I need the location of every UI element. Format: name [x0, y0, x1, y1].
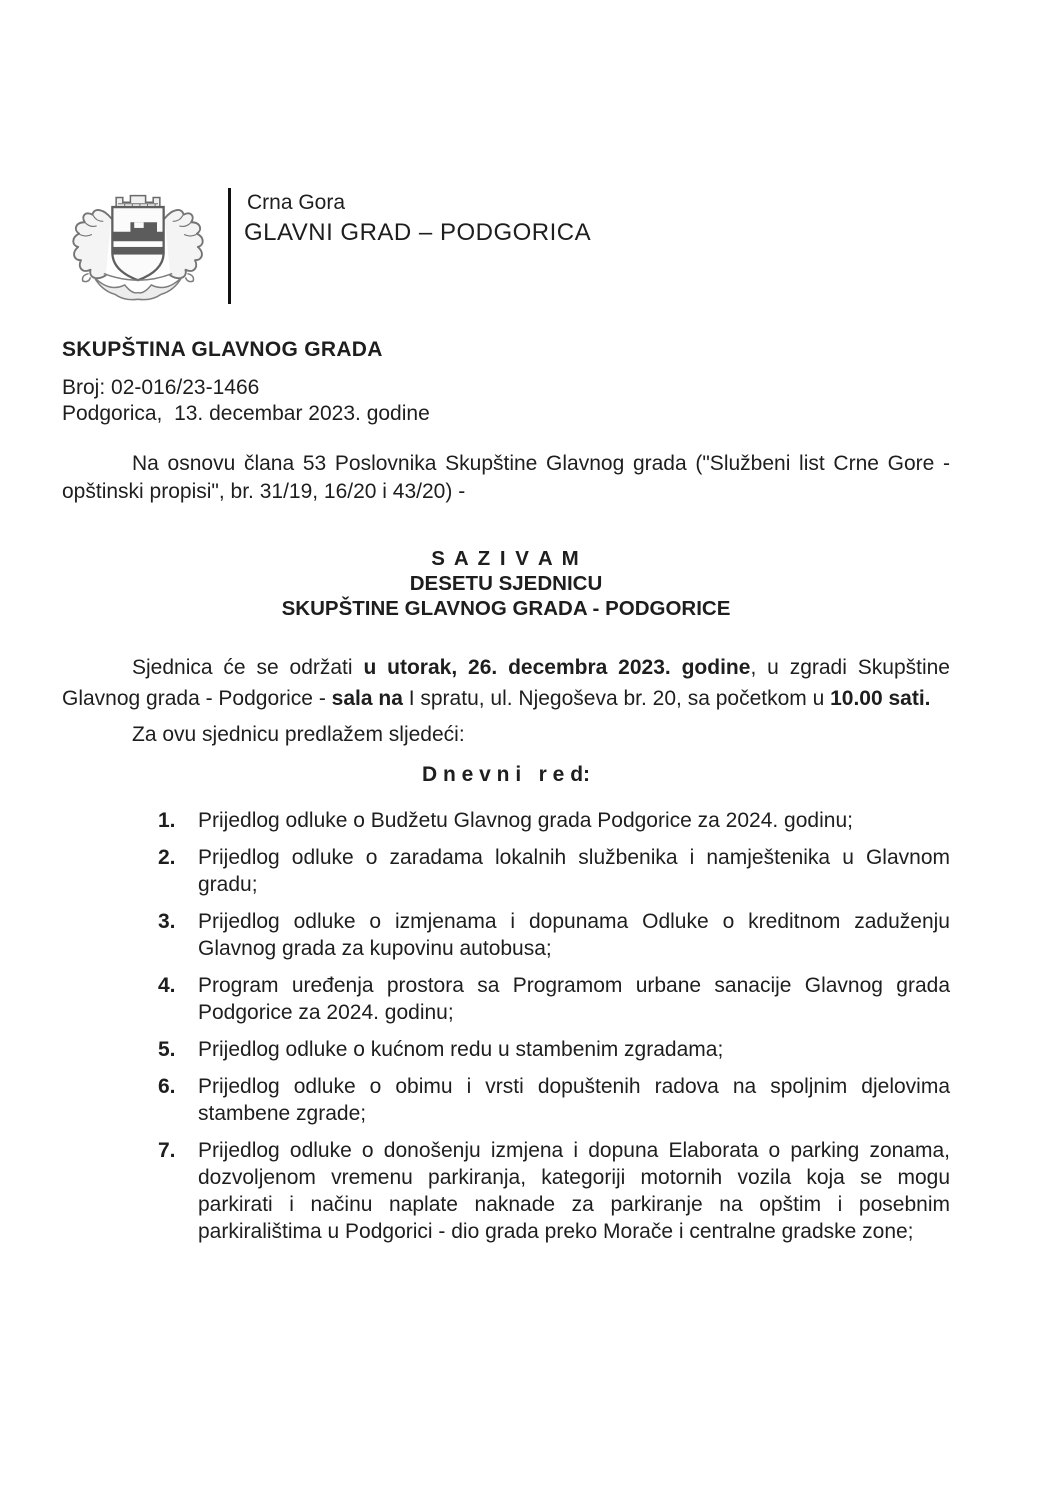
agenda-item: [158, 807, 950, 834]
agenda-item-text: Prijedlog odluke o obimu i vrsti dopuštenih radova na spoljnim djelovima stambene zgrade;: [198, 1075, 950, 1125]
agenda-item: [158, 1073, 950, 1127]
convocation-title: [62, 546, 950, 621]
agenda-item: [158, 908, 950, 962]
session-details-paragraph: Sjednica će se održati u utorak, 26. decembra 2023. godine, u zgradi Skupštine Glavnog grada - Podgorice - sala na I spratu, ul. Njegoševa br. 20, sa početkom u 10.00 sati.: [62, 656, 950, 710]
place-and-date: Podgorica, 13. decembar 2023. godine: [62, 402, 430, 425]
agenda-item: [158, 972, 950, 1026]
agenda-item-text: Program uređenja prostora sa Programom urbane sanacije Glavnog grada Podgorice za 2024. godinu;: [198, 974, 950, 1024]
country-name: Crna Gora: [247, 191, 346, 214]
agenda-item-number: 2.: [158, 846, 176, 869]
agenda-item-text: Prijedlog odluke o donošenju izmjena i dopuna Elaborata o parking zonama, dozvoljenom vremenu parkiranja, kategoriji motornih vozila koja se mogu parkirati i načinu naplate naknade za parkiranje na opštim i posebnim parkiralištima u Podgorici - dio grada preko Morače i centralne gradske zone;: [198, 1139, 950, 1243]
agenda-item-number: 3.: [158, 910, 176, 933]
agenda-item-number: 1.: [158, 809, 176, 832]
reference-number: Broj: 02-016/23-1466: [62, 376, 260, 399]
city-name: GLAVNI GRAD – PODGORICA: [244, 219, 592, 247]
agenda-item: [158, 844, 950, 898]
agenda-item: [158, 1137, 950, 1245]
document-body: [62, 186, 950, 1255]
agenda-item-text: Prijedlog odluke o Budžetu Glavnog grada Podgorice za 2024. godinu;: [198, 809, 853, 832]
proposal-line: Za ovu sjednicu predlažem sljedeći:: [132, 723, 465, 746]
convocation-title-line2: DESETU SJEDNICU: [409, 572, 603, 595]
agenda-heading: D n e v n i r e d:: [421, 763, 591, 786]
convocation-title-line1: S A Z I V A M: [431, 547, 581, 570]
agenda-item-text: Prijedlog odluke o izmjenama i dopunama Odluke o kreditnom zaduženju Glavnog grada za kupovinu autobusa;: [198, 910, 950, 960]
agenda-item-number: 6.: [158, 1075, 176, 1098]
agenda-item: [158, 1036, 950, 1063]
agenda-item-number: 7.: [158, 1139, 176, 1162]
letterhead-titles: [231, 186, 591, 308]
letterhead-masthead: [62, 186, 950, 308]
agenda-item-text: Prijedlog odluke o kućnom redu u stambenim zgradama;: [198, 1038, 724, 1061]
podgorica-coat-of-arms-icon: [62, 186, 214, 306]
agenda-list: [62, 807, 950, 1245]
agenda-item-number: 5.: [158, 1038, 176, 1061]
organization-name: SKUPŠTINA GLAVNOG GRADA: [62, 338, 383, 361]
legal-basis-paragraph: Na osnovu člana 53 Poslovnika Skupštine Glavnog grada ("Službeni list Crne Gore - opštinski propisi", br. 31/19, 16/20 i 43/20) -: [62, 452, 950, 503]
agenda-item-number: 4.: [158, 974, 176, 997]
agenda-item-text: Prijedlog odluke o zaradama lokalnih službenika i namještenika u Glavnom gradu;: [198, 846, 950, 896]
convocation-title-line3: SKUPŠTINE GLAVNOG GRADA - PODGORICE: [281, 597, 731, 620]
